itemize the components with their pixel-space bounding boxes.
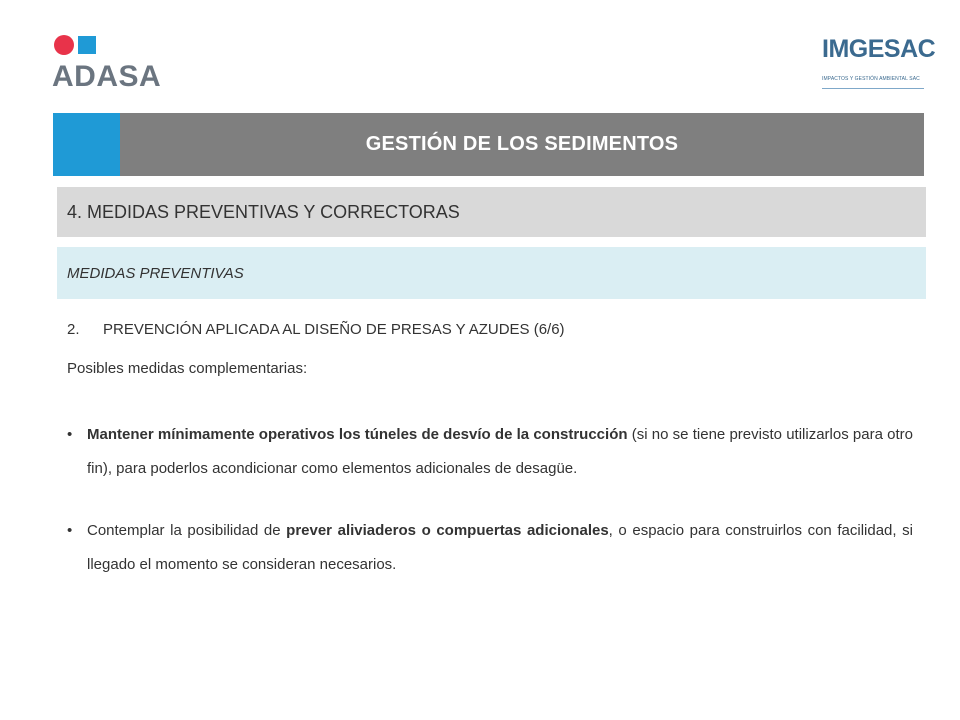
section-header [57,187,926,237]
bullet-text-after: , o espacio para construirlos con facilidad, si llegado el momento se consideran necesarios. [87,522,913,573]
list-item [67,514,913,582]
imgesac-logo [818,34,936,96]
subsection-header [57,247,926,299]
page-title: GESTIÓN DE LOS SEDIMENTOS [365,133,679,155]
list-item [67,418,913,486]
imgesac-logo-rule [822,88,924,89]
point-title: PREVENCIÓN APLICADA AL DISEÑO DE PRESAS Y AZUDES (6/6) [103,321,565,338]
subsection-title: MEDIDAS PREVENTIVAS [67,264,244,282]
bullet-icon: • [67,426,73,443]
point-heading [67,321,565,338]
intro-text: Posibles medidas complementarias: [67,360,308,377]
point-number: 2. [67,321,80,338]
banner-accent-block [53,113,120,176]
adasa-logo-square [78,36,96,54]
adasa-logo [52,34,192,94]
adasa-logo-text: ADASA [52,60,162,93]
title-banner [53,113,924,176]
bullet-text-before: Contemplar la posibilidad de [87,522,287,539]
bullet-list [67,418,913,582]
adasa-logo-circle [54,35,74,55]
bullet-text-after: (si no se tiene previsto utilizarlos para otro fin), para poderlos acondicionar como elementos adicionales de desagüe. [87,426,913,477]
imgesac-logo-text: IMGESAC [822,35,936,63]
bullet-icon: • [67,522,73,539]
bullet-text-bold: prever aliviaderos o compuertas adicionales [286,522,609,539]
imgesac-logo-subtitle: IMPACTOS Y GESTIÓN AMBIENTAL SAC [822,76,920,82]
section-title: 4. MEDIDAS PREVENTIVAS Y CORRECTORAS [67,201,460,222]
banner-bar [120,113,924,176]
bullet-text-bold: Mantener mínimamente operativos los túneles de desvío de la construcción [87,426,628,443]
